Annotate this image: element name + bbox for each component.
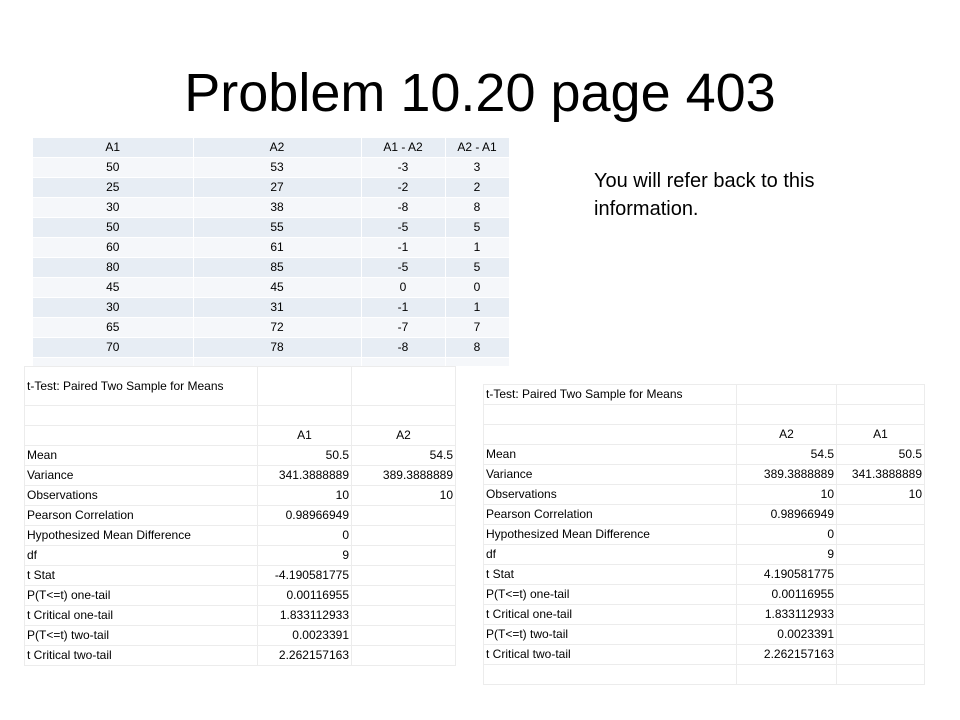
stat-value xyxy=(352,626,456,646)
table-cell: 38 xyxy=(193,198,361,218)
stat-row xyxy=(25,546,456,566)
stat-label: t Stat xyxy=(25,566,258,586)
stat-label: Variance xyxy=(25,466,258,486)
column-header: A2 xyxy=(737,425,837,445)
stat-label: Variance xyxy=(484,465,737,485)
stat-value xyxy=(352,646,456,666)
table-row xyxy=(33,218,509,238)
stat-label: Observations xyxy=(25,486,258,506)
table-cell: -1 xyxy=(361,298,445,318)
stat-value: 9 xyxy=(258,546,352,566)
stat-value xyxy=(837,545,925,565)
table-cell: 7 xyxy=(445,318,509,338)
stat-value xyxy=(837,565,925,585)
stat-label: Observations xyxy=(484,485,737,505)
column-header: A2 xyxy=(193,138,361,158)
stat-value: 54.5 xyxy=(737,445,837,465)
stat-value xyxy=(352,546,456,566)
stat-value xyxy=(837,505,925,525)
table-cell: -5 xyxy=(361,218,445,238)
stat-value: 4.190581775 xyxy=(737,565,837,585)
stat-value xyxy=(352,506,456,526)
stat-row xyxy=(25,646,456,666)
stat-value xyxy=(352,526,456,546)
table-cell: 0 xyxy=(445,278,509,298)
stat-value xyxy=(352,566,456,586)
table-cell: 70 xyxy=(33,338,193,358)
stat-label: P(T<=t) one-tail xyxy=(25,586,258,606)
table-cell: 60 xyxy=(33,238,193,258)
stat-value: 0 xyxy=(737,525,837,545)
table-cell: 50 xyxy=(33,158,193,178)
stat-value: 0.98966949 xyxy=(258,506,352,526)
stat-row xyxy=(484,545,925,565)
stat-label: P(T<=t) two-tail xyxy=(484,625,737,645)
stat-label: df xyxy=(25,546,258,566)
ttest-heading: t-Test: Paired Two Sample for Means xyxy=(25,367,258,406)
ttest-table-left xyxy=(24,366,456,666)
table-row xyxy=(33,278,509,298)
table-cell: 30 xyxy=(33,198,193,218)
reference-note: You will refer back to this information. xyxy=(594,170,815,220)
stat-value: 2.262157163 xyxy=(258,646,352,666)
stat-row xyxy=(25,466,456,486)
table-cell: -8 xyxy=(361,198,445,218)
stat-value: 1.833112933 xyxy=(258,606,352,626)
stat-value: 2.262157163 xyxy=(737,645,837,665)
table-cell: -5 xyxy=(361,258,445,278)
table-cell: 65 xyxy=(33,318,193,338)
table-cell: 72 xyxy=(193,318,361,338)
stat-value: 0.00116955 xyxy=(258,586,352,606)
stat-label: t Stat xyxy=(484,565,737,585)
stat-row xyxy=(25,446,456,466)
table-row xyxy=(33,258,509,278)
column-header: A2 - A1 xyxy=(445,138,509,158)
stat-value: 0.0023391 xyxy=(737,625,837,645)
stat-value: 0.98966949 xyxy=(737,505,837,525)
table-cell: 30 xyxy=(33,298,193,318)
stat-value: 1.833112933 xyxy=(737,605,837,625)
blank-row xyxy=(484,405,925,425)
stat-label: Hypothesized Mean Difference xyxy=(25,526,258,546)
stat-value xyxy=(352,586,456,606)
stat-row xyxy=(484,525,925,545)
table-cell: -1 xyxy=(361,238,445,258)
table-cell: 3 xyxy=(445,158,509,178)
table-cell: 61 xyxy=(193,238,361,258)
table-cell: 8 xyxy=(445,338,509,358)
stat-row xyxy=(484,585,925,605)
ttest-heading: t-Test: Paired Two Sample for Means xyxy=(484,385,737,405)
stat-label: t Critical two-tail xyxy=(484,645,737,665)
stat-label: Pearson Correlation xyxy=(484,505,737,525)
table-row xyxy=(33,198,509,218)
table-cell: 1 xyxy=(445,298,509,318)
stat-value: 50.5 xyxy=(837,445,925,465)
paired-data-table xyxy=(33,138,510,367)
stat-value: 389.3888889 xyxy=(352,466,456,486)
table-cell: 1 xyxy=(445,238,509,258)
column-header: A2 xyxy=(352,426,456,446)
stat-value: 9 xyxy=(737,545,837,565)
ttest-heading-row xyxy=(25,367,456,406)
table-cell: 53 xyxy=(193,158,361,178)
stat-value xyxy=(352,606,456,626)
table-row xyxy=(33,298,509,318)
ttest-heading-row xyxy=(484,385,925,405)
table-row xyxy=(33,318,509,338)
stat-value: -4.190581775 xyxy=(258,566,352,586)
stat-value: 0.0023391 xyxy=(258,626,352,646)
table-cell: 0 xyxy=(361,278,445,298)
stat-label: t Critical one-tail xyxy=(25,606,258,626)
table-cell: 85 xyxy=(193,258,361,278)
table-header-row xyxy=(33,138,509,158)
stat-value: 0 xyxy=(258,526,352,546)
table-cell: -7 xyxy=(361,318,445,338)
slide-title: Problem 10.20 page 403 xyxy=(184,63,776,123)
stat-value: 389.3888889 xyxy=(737,465,837,485)
stat-row xyxy=(25,566,456,586)
stat-value: 0.00116955 xyxy=(737,585,837,605)
stat-row xyxy=(484,565,925,585)
stat-value: 10 xyxy=(258,486,352,506)
column-header: A1 xyxy=(33,138,193,158)
stat-label: Mean xyxy=(484,445,737,465)
stat-label: P(T<=t) one-tail xyxy=(484,585,737,605)
stat-row xyxy=(25,586,456,606)
table-cell: 27 xyxy=(193,178,361,198)
data-table-body xyxy=(33,138,509,367)
table-row xyxy=(33,158,509,178)
stat-value: 341.3888889 xyxy=(837,465,925,485)
stat-row xyxy=(484,465,925,485)
stat-label: t Critical two-tail xyxy=(25,646,258,666)
ttest-column-header-row xyxy=(25,426,456,446)
table-cell: 45 xyxy=(193,278,361,298)
stat-row xyxy=(25,606,456,626)
table-cell: 78 xyxy=(193,338,361,358)
stat-value xyxy=(837,605,925,625)
stat-row xyxy=(484,505,925,525)
stat-row xyxy=(25,626,456,646)
stat-row xyxy=(484,485,925,505)
column-header: A1 xyxy=(258,426,352,446)
stat-value xyxy=(837,625,925,645)
stat-label: t Critical one-tail xyxy=(484,605,737,625)
table-cell: 55 xyxy=(193,218,361,238)
ttest-table-right xyxy=(483,384,925,685)
ttest-column-header-row xyxy=(484,425,925,445)
stat-value: 10 xyxy=(352,486,456,506)
table-cell: 5 xyxy=(445,258,509,278)
table-row xyxy=(33,178,509,198)
stat-row xyxy=(484,625,925,645)
table-cell: -8 xyxy=(361,338,445,358)
column-header: A1 xyxy=(837,425,925,445)
stat-row xyxy=(484,605,925,625)
stat-label: df xyxy=(484,545,737,565)
stat-row xyxy=(484,645,925,665)
stat-value xyxy=(837,645,925,665)
table-cell: 5 xyxy=(445,218,509,238)
table-cell: 45 xyxy=(33,278,193,298)
table-cell: 2 xyxy=(445,178,509,198)
blank-row xyxy=(25,406,456,426)
table-cell: 25 xyxy=(33,178,193,198)
table-cell: -3 xyxy=(361,158,445,178)
table-cell: -2 xyxy=(361,178,445,198)
stat-label: Mean xyxy=(25,446,258,466)
stat-label: Pearson Correlation xyxy=(25,506,258,526)
stat-value: 10 xyxy=(737,485,837,505)
stat-row xyxy=(25,506,456,526)
column-header: A1 - A2 xyxy=(361,138,445,158)
stat-value: 341.3888889 xyxy=(258,466,352,486)
stat-value xyxy=(837,525,925,545)
stat-row xyxy=(484,445,925,465)
stat-value: 50.5 xyxy=(258,446,352,466)
stat-label: Hypothesized Mean Difference xyxy=(484,525,737,545)
stat-value xyxy=(837,585,925,605)
table-cell: 80 xyxy=(33,258,193,278)
stat-row xyxy=(25,526,456,546)
table-row xyxy=(33,238,509,258)
stat-value: 54.5 xyxy=(352,446,456,466)
table-cell: 50 xyxy=(33,218,193,238)
blank-row xyxy=(484,665,925,685)
stat-value: 10 xyxy=(837,485,925,505)
table-cell: 31 xyxy=(193,298,361,318)
stat-row xyxy=(25,486,456,506)
table-row xyxy=(33,338,509,358)
stat-label: P(T<=t) two-tail xyxy=(25,626,258,646)
table-cell: 8 xyxy=(445,198,509,218)
